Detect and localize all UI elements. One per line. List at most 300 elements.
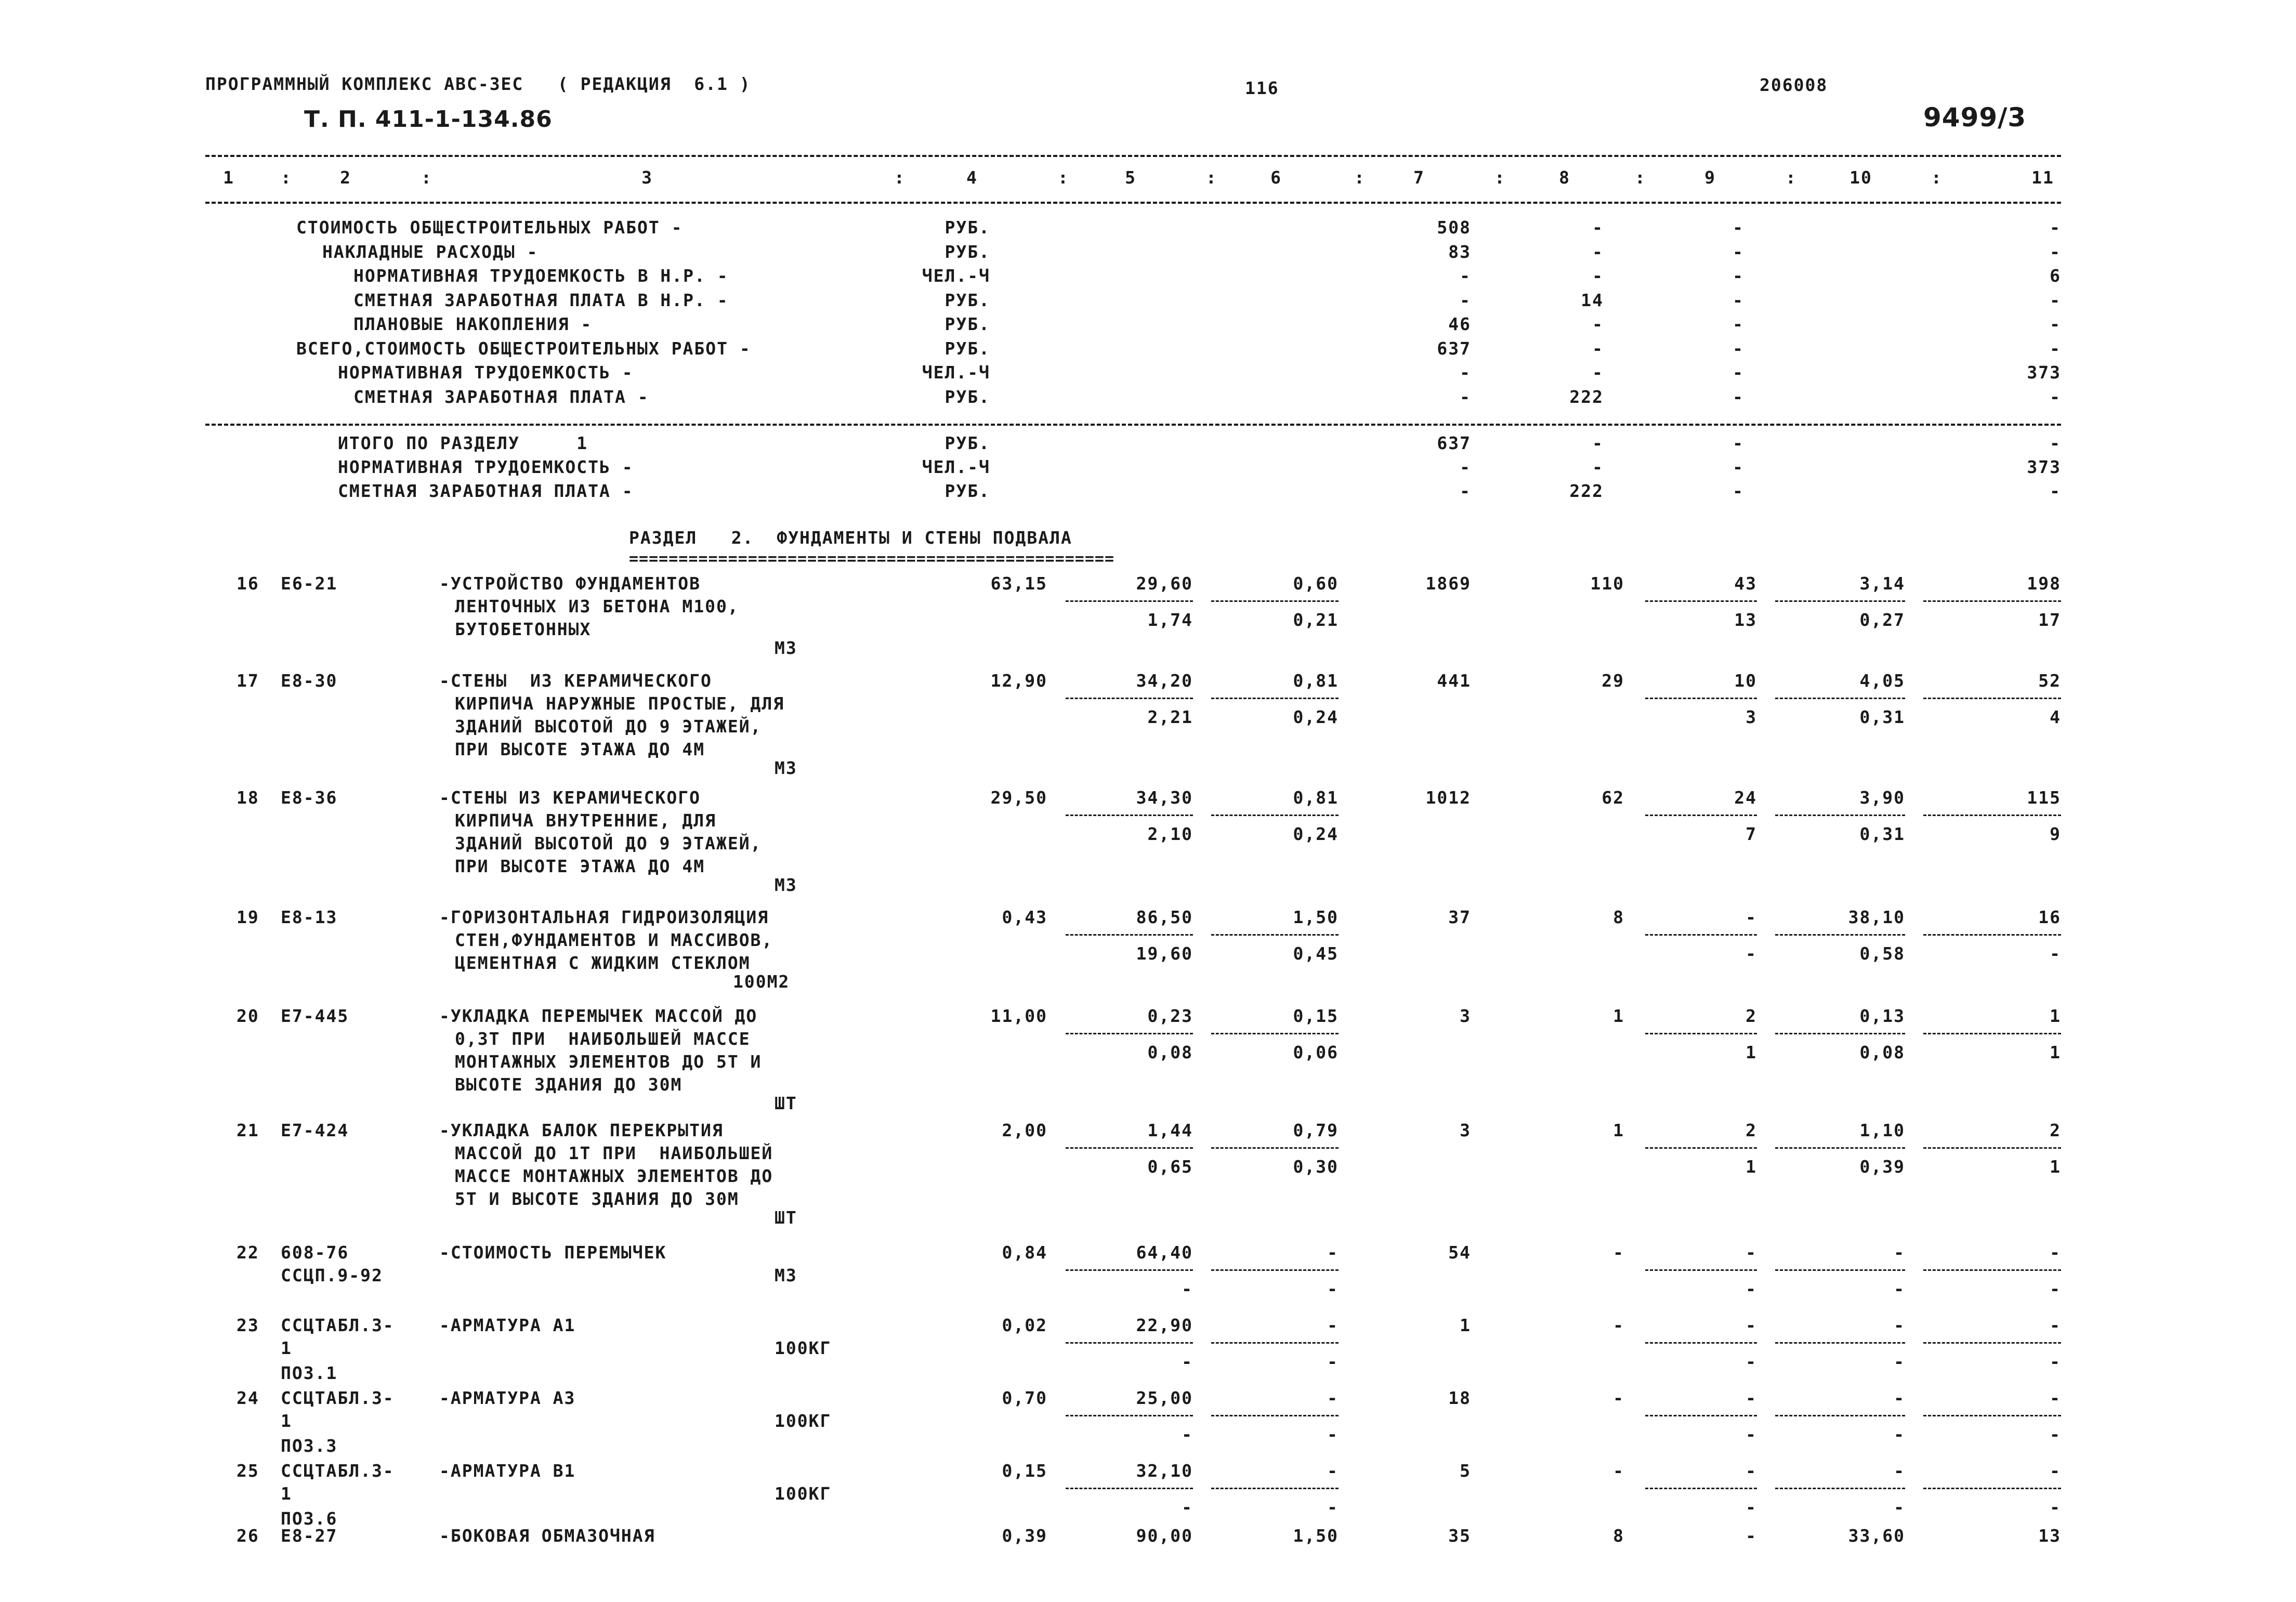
item-description-line: -БОКОВАЯ ОБМАЗОЧНАЯ <box>439 1526 655 1546</box>
item-col11: 13 <box>2038 1526 2061 1546</box>
item-fraction-line-col5 <box>1066 698 1193 699</box>
item-fraction-line-col5 <box>1066 1147 1193 1149</box>
item-quantity: 63,15 <box>990 573 1047 594</box>
item-code: Е8-36 <box>281 787 338 808</box>
item-machine-cost: 0,81 <box>1293 671 1339 691</box>
item-fraction-line-col5 <box>1066 1269 1193 1271</box>
item-unit-cost: 34,20 <box>1136 671 1193 691</box>
item-total-cost: 35 <box>1448 1526 1471 1546</box>
summary-divider <box>205 424 2061 426</box>
summary-unit: РУБ. <box>944 241 990 262</box>
item-unit-cost: 32,10 <box>1136 1461 1193 1481</box>
summary-col7: - <box>1460 362 1471 383</box>
item-description-line: БУТОБЕТОННЫХ <box>455 619 592 639</box>
item-code-line2: 1 <box>281 1411 292 1431</box>
item-code: Е8-13 <box>281 907 338 927</box>
item-col10-lower: 0,39 <box>1859 1157 1905 1177</box>
item-col11: 52 <box>2038 671 2061 691</box>
item-quantity: 11,00 <box>990 1006 1047 1026</box>
item-description-line: -УКЛАДКА ПЕРЕМЫЧЕК МАССОЙ ДО <box>439 1006 758 1026</box>
item-col9: 43 <box>1734 573 1757 594</box>
item-quantity: 2,00 <box>1002 1120 1047 1140</box>
item-quantity: 29,50 <box>990 787 1047 808</box>
item-description-line: -АРМАТУРА В1 <box>439 1461 576 1481</box>
item-fraction-line-col5 <box>1066 934 1193 936</box>
item-col11-lower: - <box>2050 1497 2061 1518</box>
item-fraction-line-col10 <box>1775 934 1905 936</box>
item-fraction-line-col5 <box>1066 815 1193 816</box>
summary-col8: - <box>1592 362 1604 383</box>
item-machine-cost: - <box>1327 1461 1339 1481</box>
item-description-line: МОНТАЖНЫХ ЭЛЕМЕНТОВ ДО 5Т И <box>455 1052 762 1072</box>
item-wages: - <box>1613 1388 1624 1408</box>
column-number: 3 <box>641 167 653 188</box>
item-col9: - <box>1746 907 1757 927</box>
total-label: ИТОГО ПО РАЗДЕЛУ 1 <box>338 433 588 453</box>
item-code-line3: ПОЗ.1 <box>281 1363 338 1384</box>
item-col11-lower: - <box>2050 943 2061 964</box>
column-number: 9 <box>1704 167 1716 188</box>
item-total-cost: 1 <box>1460 1315 1471 1335</box>
item-description-line: ПРИ ВЫСОТЕ ЭТАЖА ДО 4М <box>455 739 705 759</box>
summary-col11: - <box>2050 386 2061 407</box>
total-col9: - <box>1733 457 1744 477</box>
item-fraction-line-col10 <box>1775 815 1905 816</box>
item-col9-lower: - <box>1746 1424 1757 1445</box>
item-col10: 3,90 <box>1859 787 1905 808</box>
item-code: Е7-424 <box>281 1120 349 1140</box>
item-col11-lower: 1 <box>2050 1042 2061 1063</box>
item-number: 19 <box>237 907 259 927</box>
item-code: ССЦТАБЛ.3- <box>281 1461 395 1481</box>
item-description-line: МАССЕ МОНТАЖНЫХ ЭЛЕМЕНТОВ ДО <box>455 1166 773 1186</box>
item-code: Е6-21 <box>281 573 338 594</box>
summary-col9: - <box>1733 266 1744 286</box>
item-quantity: 12,90 <box>990 671 1047 691</box>
summary-col7: 83 <box>1448 241 1471 262</box>
item-fraction-line-col6 <box>1211 1415 1339 1416</box>
item-fraction-line-col9 <box>1645 934 1757 936</box>
item-fraction-line-col9 <box>1645 1033 1757 1034</box>
item-fraction-line-col11 <box>1923 1342 2061 1344</box>
item-machine-cost: 0,79 <box>1293 1120 1339 1140</box>
item-unit-cost-wages: 2,21 <box>1147 707 1193 728</box>
item-unit: 100М2 <box>733 971 790 992</box>
item-col11: - <box>2050 1242 2061 1263</box>
item-col9: 2 <box>1746 1120 1757 1140</box>
item-fraction-line-col10 <box>1775 698 1905 699</box>
item-unit: 100КГ <box>775 1411 832 1431</box>
item-number: 20 <box>237 1006 259 1026</box>
item-col9: 10 <box>1734 671 1757 691</box>
item-col11-lower: 9 <box>2050 824 2061 845</box>
item-quantity: 0,70 <box>1002 1388 1047 1408</box>
item-unit-cost: 1,44 <box>1147 1120 1193 1140</box>
summary-col7: 46 <box>1448 314 1471 334</box>
summary-label: СМЕТНАЯ ЗАРАБОТНАЯ ПЛАТА - <box>353 386 649 407</box>
item-number: 16 <box>237 573 259 594</box>
item-col10: - <box>1894 1461 1905 1481</box>
item-description-line: -СТЕНЫ ИЗ КЕРАМИЧЕСКОГО <box>439 787 701 808</box>
item-machine-wages: 0,24 <box>1293 707 1339 728</box>
item-description-line: -АРМАТУРА А3 <box>439 1388 576 1408</box>
item-wages: - <box>1613 1315 1624 1335</box>
item-fraction-line-col10 <box>1775 1269 1905 1271</box>
item-fraction-line-col5 <box>1066 1488 1193 1489</box>
item-number: 23 <box>237 1315 259 1335</box>
item-unit-cost: 0,23 <box>1147 1006 1193 1026</box>
item-col10-lower: 0,08 <box>1859 1042 1905 1063</box>
item-total-cost: 37 <box>1448 907 1471 927</box>
item-col9: 24 <box>1734 787 1757 808</box>
summary-col11: - <box>2050 241 2061 262</box>
item-machine-wages: 0,21 <box>1293 610 1339 631</box>
item-col10: - <box>1894 1242 1905 1263</box>
item-code: 608-76 <box>281 1242 349 1263</box>
item-unit: М3 <box>775 1265 797 1285</box>
summary-col11: 6 <box>2050 266 2061 286</box>
item-number: 25 <box>237 1461 259 1481</box>
table-top-rule <box>205 155 2061 157</box>
item-col11-lower: - <box>2050 1279 2061 1299</box>
item-col10-lower: - <box>1894 1279 1905 1299</box>
item-col9: - <box>1746 1315 1757 1335</box>
item-col11-lower: 17 <box>2038 610 2061 631</box>
item-machine-cost: - <box>1327 1388 1339 1408</box>
item-machine-cost: 0,15 <box>1293 1006 1339 1026</box>
document-code: 206008 <box>1760 75 1828 95</box>
item-quantity: 0,43 <box>1002 907 1047 927</box>
item-col10: 4,05 <box>1859 671 1905 691</box>
section-title-underline: ================================================= <box>629 550 1115 568</box>
summary-label: СТОИМОСТЬ ОБЩЕСТРОИТЕЛЬНЫХ РАБОТ - <box>296 217 683 238</box>
item-fraction-line-col5 <box>1066 600 1193 602</box>
item-col10-lower: - <box>1894 1424 1905 1445</box>
item-code: Е7-445 <box>281 1006 349 1026</box>
item-fraction-line-col6 <box>1211 600 1339 602</box>
item-machine-wages: 0,45 <box>1293 943 1339 964</box>
item-col9-lower: 1 <box>1746 1042 1757 1063</box>
item-col9: - <box>1746 1461 1757 1481</box>
item-total-cost: 441 <box>1437 671 1471 691</box>
item-fraction-line-col9 <box>1645 1488 1757 1489</box>
column-number: 10 <box>1849 167 1872 188</box>
item-col9-lower: - <box>1746 1497 1757 1518</box>
item-unit-cost-wages: - <box>1182 1424 1193 1445</box>
summary-unit: РУБ. <box>944 217 990 238</box>
item-unit-cost: 25,00 <box>1136 1388 1193 1408</box>
item-fraction-line-col6 <box>1211 934 1339 936</box>
summary-label: НАКЛАДНЫЕ РАСХОДЫ - <box>322 241 539 262</box>
summary-col9: - <box>1733 290 1744 310</box>
item-fraction-line-col11 <box>1923 1415 2061 1416</box>
item-quantity: 0,84 <box>1002 1242 1047 1263</box>
item-unit-cost: 34,30 <box>1136 787 1193 808</box>
item-col10: - <box>1894 1388 1905 1408</box>
column-separator: : <box>894 167 906 188</box>
total-unit: РУБ. <box>944 433 990 453</box>
item-fraction-line-col11 <box>1923 600 2061 602</box>
item-col10: 0,13 <box>1859 1006 1905 1026</box>
item-col9: 2 <box>1746 1006 1757 1026</box>
summary-col11: - <box>2050 217 2061 238</box>
summary-label: ВСЕГО,СТОИМОСТЬ ОБЩЕСТРОИТЕЛЬНЫХ РАБОТ - <box>296 338 751 359</box>
item-col10: 33,60 <box>1848 1526 1905 1546</box>
item-col9-lower: 7 <box>1746 824 1757 845</box>
item-description-line: МАССОЙ ДО 1Т ПРИ НАИБОЛЬШЕЙ <box>455 1143 773 1163</box>
column-separator: : <box>1931 167 1943 188</box>
summary-col8: - <box>1592 314 1604 334</box>
item-description-line: 0,3Т ПРИ НАИБОЛЬШЕЙ МАССЕ <box>455 1029 751 1049</box>
summary-unit: ЧЕЛ.-Ч <box>922 362 990 383</box>
item-description-line: -СТОИМОСТЬ ПЕРЕМЫЧЕК <box>439 1242 667 1263</box>
item-fraction-line-col6 <box>1211 1342 1339 1344</box>
column-separator: : <box>1354 167 1366 188</box>
item-description-line: ЗДАНИЙ ВЫСОТОЙ ДО 9 ЭТАЖЕЙ, <box>455 716 762 737</box>
item-code-line2: 1 <box>281 1338 292 1358</box>
summary-label: ПЛАНОВЫЕ НАКОПЛЕНИЯ - <box>353 314 593 334</box>
item-unit-cost-wages: 19,60 <box>1136 943 1193 964</box>
item-col11: - <box>2050 1388 2061 1408</box>
item-machine-cost: - <box>1327 1315 1339 1335</box>
summary-col11: - <box>2050 314 2061 334</box>
item-wages: 8 <box>1613 907 1624 927</box>
item-code: Е8-30 <box>281 671 338 691</box>
item-description-line: -УСТРОЙСТВО ФУНДАМЕНТОВ <box>439 573 701 594</box>
project-number: Т. П. 411-1-134.86 <box>304 106 553 133</box>
item-quantity: 0,39 <box>1002 1526 1047 1546</box>
summary-col8: 222 <box>1569 386 1604 407</box>
item-description-line: СТЕН,ФУНДАМЕНТОВ И МАССИВОВ, <box>455 930 773 950</box>
item-total-cost: 1012 <box>1425 787 1471 808</box>
summary-col9: - <box>1733 217 1744 238</box>
item-fraction-line-col11 <box>1923 934 2061 936</box>
item-fraction-line-col9 <box>1645 698 1757 699</box>
item-code-line2: ССЦП.9-92 <box>281 1265 383 1285</box>
item-machine-wages: 0,06 <box>1293 1042 1339 1063</box>
item-fraction-line-col5 <box>1066 1033 1193 1034</box>
summary-col7: 637 <box>1437 338 1471 359</box>
item-machine-wages: - <box>1327 1351 1339 1372</box>
item-fraction-line-col10 <box>1775 1033 1905 1034</box>
item-wages: - <box>1613 1242 1624 1263</box>
summary-col9: - <box>1733 314 1744 334</box>
item-machine-cost: - <box>1327 1242 1339 1263</box>
summary-col9: - <box>1733 386 1744 407</box>
summary-unit: ЧЕЛ.-Ч <box>922 266 990 286</box>
summary-col9: - <box>1733 338 1744 359</box>
summary-col8: 14 <box>1581 290 1604 310</box>
item-col10: 1,10 <box>1859 1120 1905 1140</box>
item-wages: 110 <box>1590 573 1624 594</box>
item-unit: ШТ <box>775 1093 797 1113</box>
summary-label: СМЕТНАЯ ЗАРАБОТНАЯ ПЛАТА В Н.Р. - <box>353 290 729 310</box>
item-col10-lower: 0,31 <box>1859 824 1905 845</box>
item-fraction-line-col6 <box>1211 1033 1339 1034</box>
item-col9: - <box>1746 1388 1757 1408</box>
column-number: 7 <box>1413 167 1425 188</box>
item-description-line: -УКЛАДКА БАЛОК ПЕРЕКРЫТИЯ <box>439 1120 724 1140</box>
item-wages: 8 <box>1613 1526 1624 1546</box>
summary-label: НОРМАТИВНАЯ ТРУДОЕМКОСТЬ - <box>338 362 634 383</box>
item-col10-lower: 0,27 <box>1859 610 1905 631</box>
item-quantity: 0,15 <box>1002 1461 1047 1481</box>
summary-col9: - <box>1733 241 1744 262</box>
item-unit: ШТ <box>775 1207 797 1228</box>
item-col9: - <box>1746 1242 1757 1263</box>
item-col9-lower: 13 <box>1734 610 1757 631</box>
item-unit-cost: 64,40 <box>1136 1242 1193 1263</box>
summary-col7: - <box>1460 266 1471 286</box>
item-code-line2: 1 <box>281 1483 292 1504</box>
item-col11-lower: - <box>2050 1424 2061 1445</box>
item-number: 17 <box>237 671 259 691</box>
summary-unit: РУБ. <box>944 314 990 334</box>
item-wages: 62 <box>1602 787 1624 808</box>
summary-unit: РУБ. <box>944 338 990 359</box>
item-unit-cost-wages: 0,65 <box>1147 1157 1193 1177</box>
item-unit-cost-wages: - <box>1182 1279 1193 1299</box>
column-separator: : <box>281 167 292 188</box>
summary-col11: 373 <box>2027 362 2061 383</box>
item-fraction-line-col11 <box>1923 1033 2061 1034</box>
item-description-line: ЦЕМЕНТНАЯ С ЖИДКИМ СТЕКЛОМ <box>455 953 751 973</box>
item-machine-cost: 0,60 <box>1293 573 1339 594</box>
column-number: 8 <box>1559 167 1570 188</box>
summary-col8: - <box>1592 266 1604 286</box>
item-number: 26 <box>237 1526 259 1546</box>
total-col11: 373 <box>2027 457 2061 477</box>
table-header-rule <box>205 202 2061 204</box>
item-fraction-line-col10 <box>1775 1488 1905 1489</box>
item-fraction-line-col11 <box>1923 698 2061 699</box>
item-fraction-line-col11 <box>1923 1488 2061 1489</box>
total-unit: РУБ. <box>944 481 990 501</box>
item-col11-lower: 1 <box>2050 1157 2061 1177</box>
item-col11: 198 <box>2027 573 2061 594</box>
program-title: ПРОГРАММНЫЙ КОМПЛЕКС АВС-3ЕС ( РЕДАКЦИЯ 6.1 ) <box>205 74 751 94</box>
item-total-cost: 54 <box>1448 1242 1471 1263</box>
item-fraction-line-col5 <box>1066 1342 1193 1344</box>
item-machine-wages: 0,30 <box>1293 1157 1339 1177</box>
column-number: 2 <box>340 167 351 188</box>
item-number: 24 <box>237 1388 259 1408</box>
item-fraction-line-col11 <box>1923 1147 2061 1149</box>
item-fraction-line-col10 <box>1775 1147 1905 1149</box>
item-code-line3: ПОЗ.6 <box>281 1508 338 1529</box>
item-machine-cost: 1,50 <box>1293 1526 1339 1546</box>
total-col11: - <box>2050 481 2061 501</box>
column-separator: : <box>1494 167 1506 188</box>
item-code-line3: ПОЗ.3 <box>281 1436 338 1456</box>
item-fraction-line-col6 <box>1211 815 1339 816</box>
item-col11: 16 <box>2038 907 2061 927</box>
total-col7: - <box>1460 457 1471 477</box>
page-number: 116 <box>1245 78 1279 98</box>
item-unit: М3 <box>775 875 797 895</box>
item-total-cost: 3 <box>1460 1120 1471 1140</box>
item-wages: - <box>1613 1461 1624 1481</box>
item-col9-lower: - <box>1746 1351 1757 1372</box>
item-machine-wages: - <box>1327 1424 1339 1445</box>
item-fraction-line-col9 <box>1645 1342 1757 1344</box>
item-number: 22 <box>237 1242 259 1263</box>
item-unit: М3 <box>775 758 797 778</box>
item-col10-lower: - <box>1894 1497 1905 1518</box>
total-col7: - <box>1460 481 1471 501</box>
item-col11: - <box>2050 1315 2061 1335</box>
column-separator: : <box>1635 167 1646 188</box>
total-col11: - <box>2050 433 2061 453</box>
item-description-line: ЛЕНТОЧНЫХ ИЗ БЕТОНА М100, <box>455 596 739 616</box>
summary-col11: - <box>2050 338 2061 359</box>
item-machine-wages: - <box>1327 1279 1339 1299</box>
item-fraction-line-col9 <box>1645 600 1757 602</box>
summary-col8: - <box>1592 217 1604 238</box>
item-col10: - <box>1894 1315 1905 1335</box>
summary-col9: - <box>1733 362 1744 383</box>
item-fraction-line-col6 <box>1211 1269 1339 1271</box>
summary-col7: - <box>1460 290 1471 310</box>
item-unit-cost: 29,60 <box>1136 573 1193 594</box>
column-number: 4 <box>966 167 978 188</box>
item-fraction-line-col6 <box>1211 1147 1339 1149</box>
item-unit-cost: 22,90 <box>1136 1315 1193 1335</box>
item-unit-cost-wages: - <box>1182 1351 1193 1372</box>
item-wages: 1 <box>1613 1120 1624 1140</box>
item-unit-cost: 90,00 <box>1136 1526 1193 1546</box>
item-col10: 38,10 <box>1848 907 1905 927</box>
item-fraction-line-col10 <box>1775 1342 1905 1344</box>
item-fraction-line-col9 <box>1645 1147 1757 1149</box>
item-fraction-line-col9 <box>1645 1269 1757 1271</box>
item-col11: - <box>2050 1461 2061 1481</box>
summary-col8: - <box>1592 338 1604 359</box>
total-col9: - <box>1733 433 1744 453</box>
item-number: 18 <box>237 787 259 808</box>
column-number: 6 <box>1270 167 1282 188</box>
item-col10-lower: 0,31 <box>1859 707 1905 728</box>
item-machine-cost: 0,81 <box>1293 787 1339 808</box>
column-separator: : <box>1206 167 1217 188</box>
item-fraction-line-col11 <box>1923 1269 2061 1271</box>
item-unit: 100КГ <box>775 1483 832 1504</box>
item-description-line: ЗДАНИЙ ВЫСОТОЙ ДО 9 ЭТАЖЕЙ, <box>455 833 762 853</box>
summary-col7: 508 <box>1437 217 1471 238</box>
item-col11: 1 <box>2050 1006 2061 1026</box>
item-fraction-line-col11 <box>1923 815 2061 816</box>
total-unit: ЧЕЛ.-Ч <box>922 457 990 477</box>
item-description-line: -ГОРИЗОНТАЛЬНАЯ ГИДРОИЗОЛЯЦИЯ <box>439 907 769 927</box>
item-wages: 1 <box>1613 1006 1624 1026</box>
section-title: РАЗДЕЛ 2. ФУНДАМЕНТЫ И СТЕНЫ ПОДВАЛА <box>629 528 1072 548</box>
column-separator: : <box>1786 167 1797 188</box>
column-separator: : <box>421 167 432 188</box>
summary-col11: - <box>2050 290 2061 310</box>
summary-col8: - <box>1592 241 1604 262</box>
item-quantity: 0,02 <box>1002 1315 1047 1335</box>
item-col9: - <box>1746 1526 1757 1546</box>
item-fraction-line-col6 <box>1211 1488 1339 1489</box>
item-description-line: 5Т И ВЫСОТЕ ЗДАНИЯ ДО 30М <box>455 1189 739 1209</box>
item-description-line: КИРПИЧА НАРУЖНЫЕ ПРОСТЫЕ, ДЛЯ <box>455 693 785 714</box>
summary-label: НОРМАТИВНАЯ ТРУДОЕМКОСТЬ В Н.Р. - <box>353 266 729 286</box>
summary-unit: РУБ. <box>944 386 990 407</box>
item-col11: 2 <box>2050 1120 2061 1140</box>
item-col9-lower: - <box>1746 1279 1757 1299</box>
item-code: ССЦТАБЛ.3- <box>281 1388 395 1408</box>
item-col10: 3,14 <box>1859 573 1905 594</box>
